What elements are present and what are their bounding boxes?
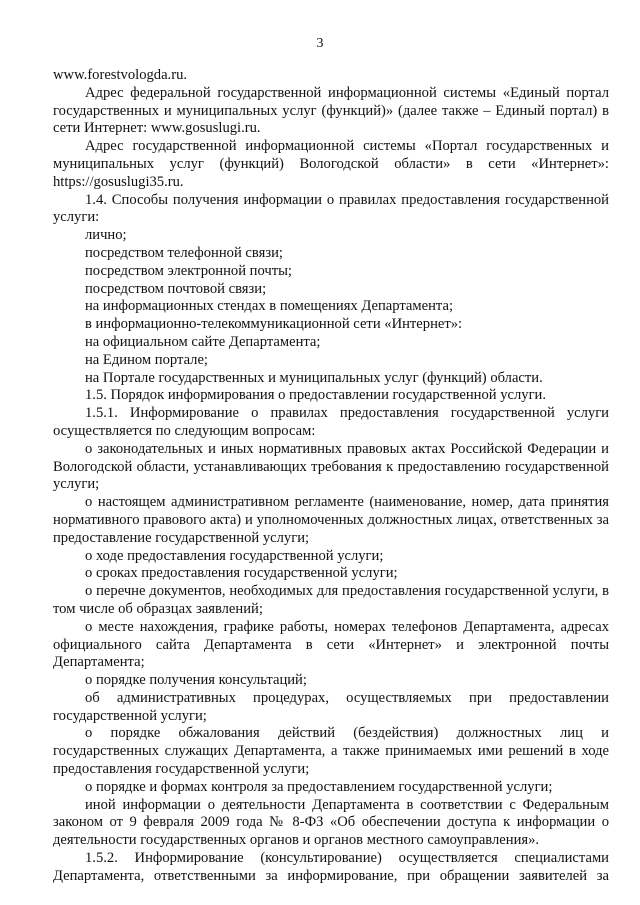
list-item-other-info: иной информации о деятельности Департамента в соответствии с Федеральным законом от 9 февраля 2009 года № 8-ФЗ «Об обеспечении доступа к информации о деятельности государственных органов и органов местного самоуправления».	[53, 796, 609, 849]
list-item-regional-portal: на Портале государственных и муниципальных услуг (функций) области.	[85, 369, 543, 386]
list-item-consultations: о порядке получения консультаций;	[85, 672, 307, 689]
list-item-legal-acts: о законодательных и иных нормативных правовых актах Российской Федерации и Вологодской области, устанавливающих требования к предоставлению государственной услуги;	[53, 440, 609, 493]
paragraph-regional-portal-address: Адрес государственной информационной системы «Портал государственных и муниципальных услуг (функций) Вологодской области» в сети «Интернет»: https://gosuslugi35.ru.	[53, 138, 609, 190]
list-item-location-contacts: о месте нахождения, графике работы, номерах телефонов Департамента, адресах официального сайта Департамента в сети «Интернет» и электронной почты Департамента;	[53, 618, 609, 671]
list-item-regulation: о настоящем административном регламенте (наименование, номер, дата принятия нормативного правового акта) и уполномоченных должностных лицах, ответственных за предоставление государственной услуги;	[53, 494, 609, 546]
list-item-deadlines: о сроках предоставления государственной услуги;	[85, 565, 398, 582]
paragraph-unified-portal-address: Адрес федеральной государственной информационной системы «Единый портал государственных и муниципальных услуг (функций)» (далее также – Единый портал) в сети Интернет: www.gosuslugi.ru.	[53, 84, 609, 137]
list-item-official-site: на официальном сайте Департамента;	[85, 333, 321, 350]
paragraph-section-1-4: 1.4. Способы получения информации о правилах предоставления государственной услуги:	[53, 191, 609, 226]
list-item-progress: о ходе предоставления государственной услуги;	[85, 547, 384, 564]
list-item-unified-portal: на Едином портале;	[85, 351, 208, 368]
list-item-documents: о перечне документов, необходимых для предоставления государственной услуги, в том числе об образцах заявлений;	[53, 583, 609, 617]
paragraph-website-url: www.forestvologda.ru.	[53, 67, 188, 83]
list-item-internet: в информационно-телекоммуникационной сети «Интернет»:	[85, 316, 463, 333]
paragraph-section-1-5-1: 1.5.1. Информирование о правилах предоставления государственной услуги осуществляется по следующим вопросам:	[53, 405, 609, 439]
page-number: 3	[316, 36, 324, 51]
document-body	[53, 67, 609, 886]
list-item-email: посредством электронной почты;	[85, 262, 292, 279]
list-item-info-stands: на информационных стендах в помещениях Департамента;	[85, 298, 453, 315]
paragraph-section-1-5: 1.5. Порядок информирования о предоставлении государственной услуги.	[85, 387, 547, 404]
list-item-admin-procedures: об административных процедурах, осуществляемых при предоставлении государственной услуги;	[53, 689, 609, 724]
paragraph-section-1-5-2: 1.5.2. Информирование (консультирование) осуществляется специалистами Департамента, ответственными за информирование, при обращении заявителей за	[53, 850, 609, 884]
list-item-phone: посредством телефонной связи;	[85, 244, 283, 261]
list-item-control: о порядке и формах контроля за предоставлением государственной услуги;	[85, 778, 553, 795]
list-item-post: посредством почтовой связи;	[85, 280, 267, 297]
list-item-appeals: о порядке обжалования действий (бездействия) должностных лиц и государственных служащих Департамента, а также принимаемых ими решений в ходе предоставления государственной услуги;	[53, 725, 609, 778]
list-item-in-person: лично;	[85, 227, 127, 244]
